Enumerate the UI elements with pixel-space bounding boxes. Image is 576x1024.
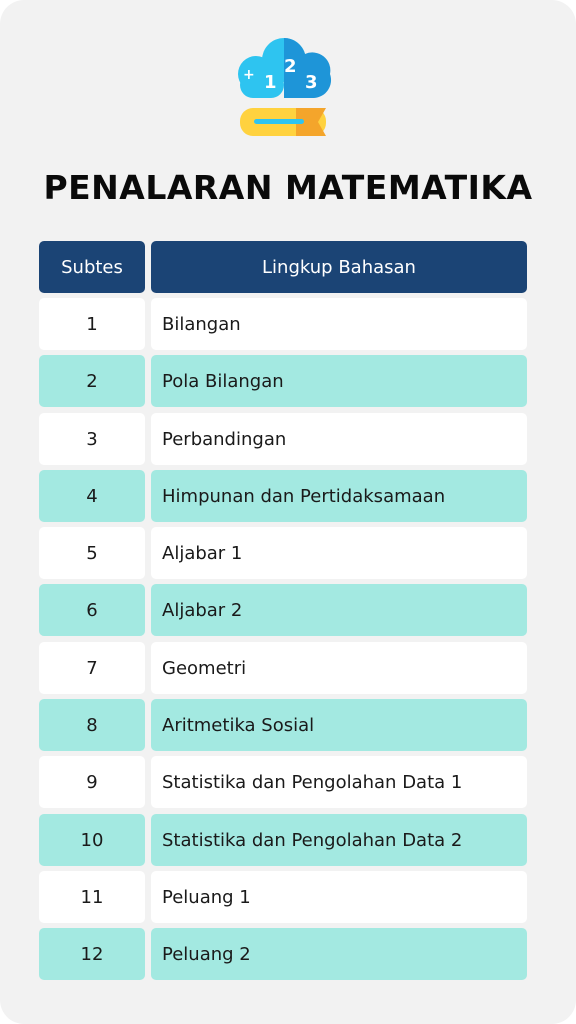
logo-digit-plus: + <box>243 67 255 83</box>
subtes-number: 3 <box>39 413 145 465</box>
subtes-number: 1 <box>39 298 145 350</box>
table-row <box>39 527 527 579</box>
numbers-cloud-book-icon <box>234 36 334 140</box>
column-header-subtes: Subtes <box>39 241 145 293</box>
table-header <box>39 241 527 293</box>
scope-label: Aljabar 1 <box>151 527 527 579</box>
scope-label: Geometri <box>151 642 527 694</box>
subtes-number: 7 <box>39 642 145 694</box>
table-row <box>39 699 527 751</box>
subtes-number: 8 <box>39 699 145 751</box>
scope-label: Bilangan <box>151 298 527 350</box>
column-header-lingkup-bahasan: Lingkup Bahasan <box>151 241 527 293</box>
table-row <box>39 470 527 522</box>
subtes-number: 12 <box>39 928 145 980</box>
logo-digit-2: 2 <box>284 56 297 77</box>
table-row <box>39 871 527 923</box>
subtes-number: 5 <box>39 527 145 579</box>
logo-digit-1: 1 <box>264 72 277 93</box>
table-row <box>39 298 527 350</box>
scope-label: Pola Bilangan <box>151 355 527 407</box>
book-shape <box>240 108 326 136</box>
logo-digit-3: 3 <box>305 72 318 93</box>
table-row <box>39 814 527 866</box>
scope-label: Statistika dan Pengolahan Data 1 <box>151 756 527 808</box>
subtes-number: 10 <box>39 814 145 866</box>
subtes-number: 9 <box>39 756 145 808</box>
scope-label: Aljabar 2 <box>151 584 527 636</box>
scope-label: Statistika dan Pengolahan Data 2 <box>151 814 527 866</box>
table-row <box>39 756 527 808</box>
subtes-number: 4 <box>39 470 145 522</box>
table-row <box>39 642 527 694</box>
table-row <box>39 584 527 636</box>
page-title: PENALARAN MATEMATIKA <box>43 168 533 207</box>
subtes-number: 6 <box>39 584 145 636</box>
table-row <box>39 928 527 980</box>
scope-label: Himpunan dan Pertidaksamaan <box>151 470 527 522</box>
table-row <box>39 413 527 465</box>
scope-label: Peluang 2 <box>151 928 527 980</box>
scope-label: Aritmetika Sosial <box>151 699 527 751</box>
scope-label: Perbandingan <box>151 413 527 465</box>
scope-label: Peluang 1 <box>151 871 527 923</box>
table-row <box>39 355 527 407</box>
subtes-number: 2 <box>39 355 145 407</box>
subtes-number: 11 <box>39 871 145 923</box>
